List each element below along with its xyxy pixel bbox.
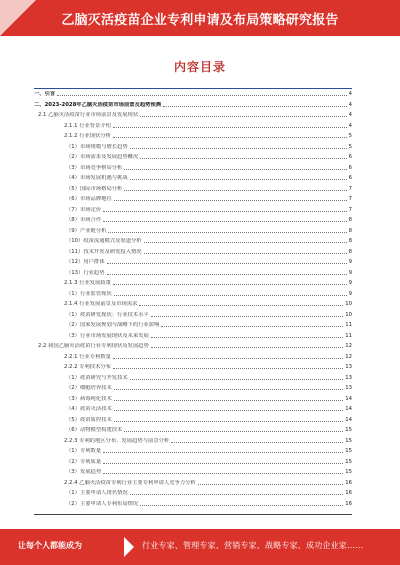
toc-dot-leader bbox=[107, 274, 347, 275]
toc-entry[interactable] bbox=[34, 414, 352, 423]
toc-entry-page: 10 bbox=[345, 301, 352, 307]
toc-entry-page: 14 bbox=[345, 416, 352, 423]
footer-roles-text: 行业专家、管理专家、营销专家、战略专家、成功企业家…… bbox=[142, 541, 364, 550]
toc-entry[interactable] bbox=[34, 466, 352, 475]
arrow-right-icon bbox=[124, 537, 134, 557]
toc-dot-leader bbox=[113, 137, 347, 138]
toc-entry[interactable] bbox=[34, 361, 352, 370]
toc-dot-leader bbox=[140, 505, 343, 506]
toc-entry-page: 4 bbox=[348, 101, 352, 108]
toc-entry-label: （1）疫苗研发现状：行业技术水平 bbox=[66, 311, 149, 318]
toc-entry[interactable] bbox=[34, 393, 352, 402]
toc-entry-label: （3）病毒纯化技术 bbox=[66, 395, 112, 402]
toc-entry-page: 8 bbox=[348, 238, 352, 244]
toc-entry[interactable] bbox=[34, 288, 352, 297]
toc-entry-page: 15 bbox=[345, 427, 352, 433]
toc-title: 内容目录 bbox=[173, 60, 226, 74]
toc-dot-leader bbox=[198, 484, 344, 485]
toc-entry-page: 14 bbox=[345, 395, 352, 402]
toc-entry-label: （11）技术开发及研发投入情况 bbox=[66, 248, 142, 255]
toc-entry-label: （2）专利质量 bbox=[66, 458, 102, 465]
toc-entry-label: （8）市场合作 bbox=[66, 217, 102, 223]
toc-entry-page: 4 bbox=[348, 112, 352, 118]
toc-entry-page: 5 bbox=[348, 133, 352, 139]
toc-entry[interactable] bbox=[34, 172, 352, 181]
toc-dot-leader bbox=[103, 211, 346, 212]
toc-entry-page: 12 bbox=[345, 353, 352, 360]
toc-dot-leader bbox=[113, 368, 343, 369]
toc-entry-label: 二、2023-2028年乙脑灭活疫苗市场前景及趋势预测 bbox=[34, 101, 162, 108]
toc-entry-label: 2.1.2 行业现状分析 bbox=[64, 133, 111, 139]
toc-entry-label: （6）市场品牌地位 bbox=[66, 196, 112, 202]
report-title: 乙脑灭活疫苗企业专利申请及布局策略研究报告 bbox=[61, 13, 339, 28]
toc-entry[interactable] bbox=[34, 309, 352, 318]
toc-entry[interactable] bbox=[34, 267, 352, 276]
toc-entry-label: （4）市场发展机遇与挑战 bbox=[66, 175, 128, 181]
toc-entry-page: 9 bbox=[348, 269, 352, 276]
toc-entry[interactable] bbox=[34, 183, 352, 192]
toc-entry-page: 9 bbox=[348, 290, 352, 297]
toc-bottom-rule bbox=[34, 514, 352, 515]
footer-lead-text: 让每个人都能成为 bbox=[18, 541, 82, 550]
toc-entry-label: （3）行业市场发展现状及未来发展 bbox=[66, 332, 149, 339]
toc-dot-leader bbox=[144, 242, 347, 243]
toc-dot-leader bbox=[139, 305, 343, 306]
toc-entry-page: 9 bbox=[348, 259, 352, 265]
toc-dot-leader bbox=[113, 358, 343, 359]
toc-entry-label: （4）疫苗灭活技术 bbox=[66, 406, 112, 412]
toc-entry-page: 7 bbox=[348, 206, 352, 213]
toc-entry-page: 8 bbox=[348, 217, 352, 223]
toc-entry-label: 2.1.1 行业背景介绍 bbox=[64, 122, 111, 129]
toc-entry[interactable] bbox=[34, 120, 352, 129]
toc-entry-label: （12）用户群体 bbox=[66, 259, 105, 265]
toc-dot-leader bbox=[140, 116, 346, 117]
toc-entry-label: （6）动物模型构建技术 bbox=[66, 427, 123, 433]
toc-entry-label: （3）市场竞争格局分析 bbox=[66, 164, 123, 171]
toc-entry[interactable] bbox=[34, 456, 352, 465]
toc-entry-page: 15 bbox=[345, 448, 352, 454]
toc-entry-page: 15 bbox=[345, 437, 352, 444]
header-banner bbox=[0, 0, 400, 36]
toc-entry-label: 2.2.4 乙脑灭活疫苗专利行业主要专利申请人竞争力分析 bbox=[64, 479, 196, 486]
toc-entry[interactable] bbox=[34, 256, 352, 265]
toc-entry[interactable] bbox=[34, 435, 352, 444]
toc-entry-page: 13 bbox=[345, 364, 352, 370]
toc-entry[interactable] bbox=[34, 214, 352, 223]
toc-entry-page: 7 bbox=[348, 185, 352, 192]
toc-entry-label: （9）产业链分析 bbox=[66, 227, 107, 234]
toc-entry[interactable] bbox=[34, 477, 352, 486]
toc-dot-leader bbox=[114, 410, 344, 411]
toc-entry[interactable] bbox=[34, 372, 352, 381]
toc-dot-leader bbox=[151, 347, 344, 348]
toc-entry-label: 2.2 我国乙脑灭活疫苗行业专利现状及发展趋势 bbox=[38, 343, 149, 349]
toc-dot-leader bbox=[114, 421, 344, 422]
toc-entry-label: （10）疫苗流通模式及渠道分析 bbox=[66, 238, 142, 244]
toc-entry-page: 12 bbox=[345, 343, 352, 349]
toc-entry-label: 2.1.3 行业发展政策 bbox=[64, 280, 111, 286]
toc-entry[interactable] bbox=[34, 204, 352, 213]
toc-entry[interactable] bbox=[34, 498, 352, 507]
toc-entry-label: （13）行业趋势 bbox=[66, 269, 105, 276]
toc-entry[interactable] bbox=[34, 99, 352, 108]
toc-entry-page: 13 bbox=[345, 374, 352, 381]
toc-dot-leader bbox=[124, 169, 346, 170]
toc-entry[interactable] bbox=[34, 109, 352, 118]
toc-entry[interactable] bbox=[34, 403, 352, 412]
toc-entry-label: 2.2.2 专利技术分布 bbox=[64, 364, 111, 370]
toc-entry-label: 2.2.1 行业专利数量 bbox=[64, 353, 111, 360]
toc-entry-page: 4 bbox=[348, 122, 352, 129]
toc-entry[interactable] bbox=[34, 382, 352, 391]
toc-entry-page: 13 bbox=[345, 385, 352, 391]
toc-entry-label: 一、引言 bbox=[34, 91, 56, 97]
toc-entry-label: 2.1 乙脑灭活疫苗行业市场前景及发展现状 bbox=[38, 112, 139, 118]
toc-entry[interactable] bbox=[34, 88, 352, 97]
toc-entry-page: 16 bbox=[345, 500, 352, 507]
toc-dot-leader bbox=[103, 463, 343, 464]
toc-dot-leader bbox=[114, 389, 344, 390]
toc-dot-leader bbox=[163, 106, 347, 107]
toc-dot-leader bbox=[130, 179, 347, 180]
toc-dot-leader bbox=[124, 431, 343, 432]
toc-entry[interactable] bbox=[34, 141, 352, 150]
toc-entry-page: 7 bbox=[348, 196, 352, 202]
toc-entry[interactable] bbox=[34, 487, 352, 496]
toc-dot-leader bbox=[103, 473, 343, 474]
toc-entry[interactable] bbox=[34, 319, 352, 328]
toc-dot-leader bbox=[130, 379, 344, 380]
toc-entry[interactable] bbox=[34, 162, 352, 171]
toc-entry[interactable] bbox=[34, 225, 352, 234]
toc-entry[interactable] bbox=[34, 277, 352, 286]
toc-entry-label: 2.2.3 专利的地区分布、发展趋势与前景分析 bbox=[64, 437, 170, 444]
toc-entry-page: 6 bbox=[348, 164, 352, 171]
toc-entry-page: 16 bbox=[345, 479, 352, 486]
toc-entry-page: 6 bbox=[348, 154, 352, 160]
toc-dot-leader bbox=[113, 127, 347, 128]
toc-entry[interactable] bbox=[34, 424, 352, 433]
toc-entry-label: （1）市场规模与增长趋势 bbox=[66, 143, 128, 150]
toc-entry-page: 5 bbox=[348, 143, 352, 150]
toc-entry-page: 11 bbox=[345, 332, 352, 339]
toc-entry-page: 4 bbox=[348, 91, 352, 97]
footer-banner bbox=[0, 529, 400, 565]
toc-entry-page: 11 bbox=[345, 322, 352, 328]
toc-dot-leader bbox=[114, 400, 344, 401]
toc-entry-label: 2.1.4 行业发展前景及市场需求 bbox=[64, 301, 138, 307]
toc-dot-leader bbox=[114, 200, 347, 201]
toc-dot-leader bbox=[140, 158, 346, 159]
toc-top-rule bbox=[34, 88, 352, 89]
toc-entry-label: （5）国际市场格局分析 bbox=[66, 185, 123, 192]
toc-entry[interactable] bbox=[34, 445, 352, 454]
toc-entry[interactable] bbox=[34, 193, 352, 202]
toc-entry[interactable] bbox=[34, 246, 352, 255]
toc-dot-leader bbox=[144, 253, 347, 254]
toc-entry-page: 14 bbox=[345, 406, 352, 412]
toc-entry-page: 15 bbox=[345, 458, 352, 465]
toc-entry-page: 8 bbox=[348, 227, 352, 234]
toc-entry-label: （2）国家发展规划与战略下的行业影响 bbox=[66, 322, 160, 328]
toc-entry-label: （1）行业监管现状 bbox=[66, 290, 112, 297]
toc-entry-label: （1）主要申请人排名情况 bbox=[66, 490, 128, 496]
toc-dot-leader bbox=[130, 148, 347, 149]
toc-dot-leader bbox=[103, 221, 346, 222]
toc-entry-label: （7）市场定价 bbox=[66, 206, 102, 213]
toc-dot-leader bbox=[103, 452, 343, 453]
toc-dot-leader bbox=[151, 316, 343, 317]
toc-entry-label: （5）疫苗质控技术 bbox=[66, 416, 112, 423]
toc-entry-label: （3）发展趋势 bbox=[66, 469, 102, 475]
toc-dot-leader bbox=[171, 442, 343, 443]
toc-dot-leader bbox=[130, 494, 344, 495]
toc-entry-label: （1）疫苗研究与开发技术 bbox=[66, 374, 128, 381]
toc-entry[interactable] bbox=[34, 151, 352, 160]
toc-dot-leader bbox=[57, 95, 346, 96]
toc-entry-label: （2）主要申请人专利布局情况 bbox=[66, 500, 139, 507]
toc-entry-page: 6 bbox=[348, 175, 352, 181]
toc-dot-leader bbox=[113, 284, 347, 285]
toc-entry[interactable] bbox=[34, 340, 352, 349]
toc-entry-page: 16 bbox=[345, 490, 352, 496]
toc-entry[interactable] bbox=[34, 235, 352, 244]
toc-dot-leader bbox=[124, 190, 346, 191]
toc-entry[interactable] bbox=[34, 298, 352, 307]
toc-entry-page: 8 bbox=[348, 248, 352, 255]
toc-dot-leader bbox=[161, 326, 343, 327]
toc-dot-leader bbox=[151, 337, 343, 338]
toc-entry-page: 9 bbox=[348, 280, 352, 286]
toc-dot-leader bbox=[108, 232, 346, 233]
toc-entry-page: 15 bbox=[345, 469, 352, 475]
toc-entry[interactable] bbox=[34, 130, 352, 139]
toc-entry-label: （2）市场需求及发展趋势概况 bbox=[66, 154, 139, 160]
toc-dot-leader bbox=[107, 263, 347, 264]
toc-entry-label: （2）细胞培养技术 bbox=[66, 385, 112, 391]
toc-entry-label: （1）专利数量 bbox=[66, 448, 102, 454]
toc-dot-leader bbox=[114, 295, 347, 296]
toc-entry[interactable] bbox=[34, 330, 352, 339]
toc-entry-page: 10 bbox=[345, 311, 352, 318]
toc-entry[interactable] bbox=[34, 351, 352, 360]
